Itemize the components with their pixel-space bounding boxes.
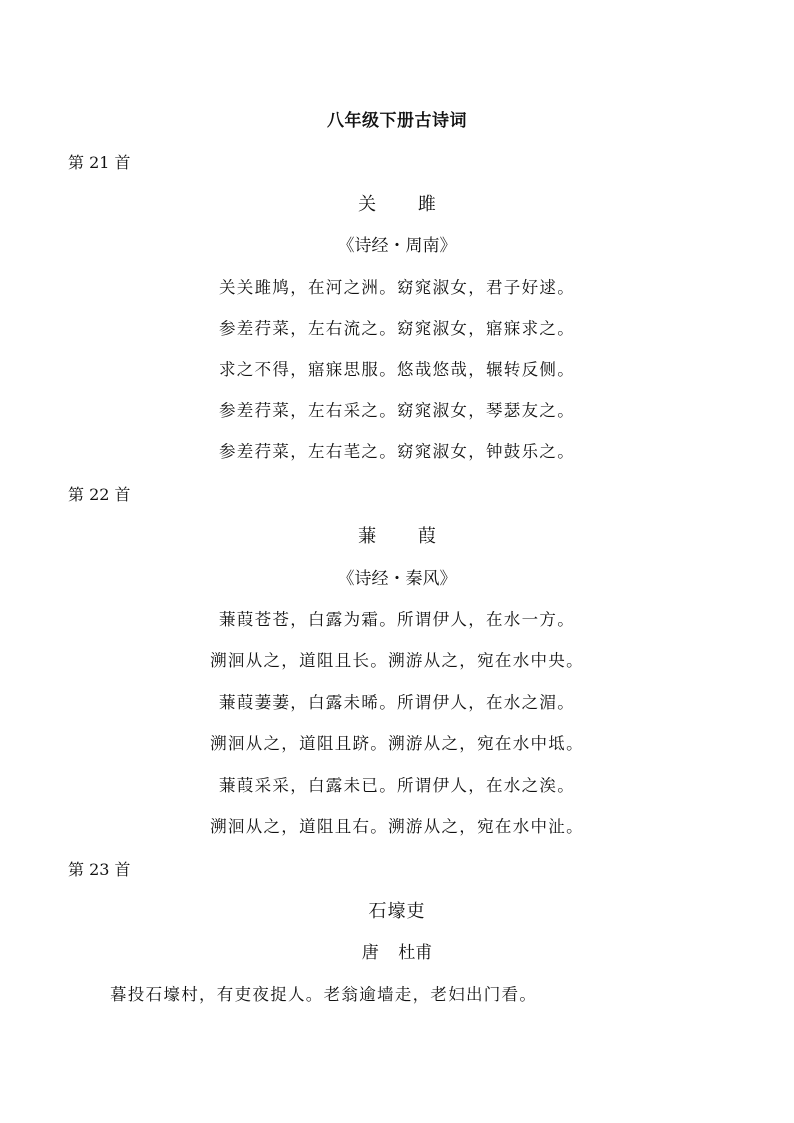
poem-line: 参差荇菜，左右流之。窈窕淑女，寤寐求之。 (219, 319, 575, 338)
poem-title: 石壕吏 (368, 901, 426, 922)
poem-title: 关 雎 (358, 194, 454, 215)
poem-title: 蒹 葭 (358, 526, 454, 547)
poem-source: 《诗经・周南》 (337, 236, 457, 256)
poem-line: 求之不得，寤寐思服。悠哉悠哉，辗转反侧。 (219, 360, 575, 379)
poem-line: 溯洄从之，道阻且跻。溯游从之，宛在水中坻。 (210, 734, 584, 753)
document-title: 八年级下册古诗词 (327, 111, 467, 131)
poem-number: 第 23 首 (68, 860, 131, 879)
poem-number: 第 21 首 (68, 153, 131, 172)
poem-line: 暮投石壕村，有吏夜捉人。老翁逾墙走，老妇出门看。 (110, 985, 538, 1004)
poem-line: 溯洄从之，道阻且右。溯游从之，宛在水中沚。 (210, 817, 584, 836)
poem-source: 《诗经・秦风》 (337, 569, 457, 589)
poem-line: 溯洄从之，道阻且长。溯游从之，宛在水中央。 (210, 651, 584, 670)
poem-line: 蒹葭采采，白露未已。所谓伊人，在水之涘。 (219, 776, 575, 795)
poem-line: 蒹葭萋萋，白露未晞。所谓伊人，在水之湄。 (219, 693, 575, 712)
poem-number: 第 22 首 (68, 485, 131, 504)
poem-line: 参差荇菜，左右芼之。窈窕淑女，钟鼓乐之。 (219, 442, 575, 461)
poem-line: 参差荇菜，左右采之。窈窕淑女，琴瑟友之。 (219, 401, 575, 420)
poem-author: 唐 杜甫 (361, 943, 433, 963)
poem-line: 蒹葭苍苍，白露为霜。所谓伊人，在水一方。 (219, 610, 575, 629)
poem-line: 关关雎鸠，在河之洲。窈窕淑女，君子好逑。 (219, 278, 575, 297)
